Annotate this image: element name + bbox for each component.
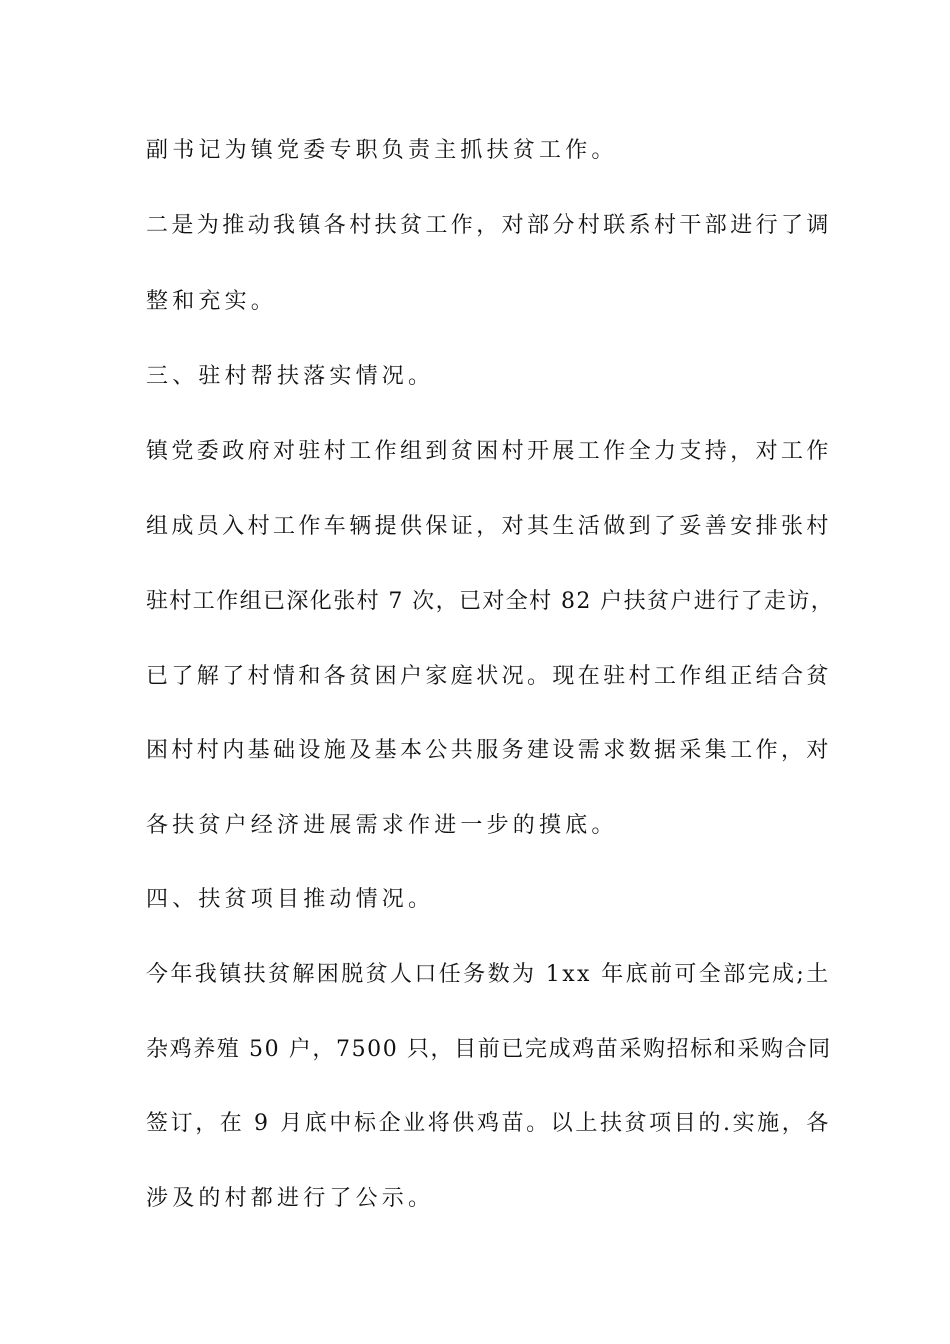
paragraph-line: 镇党委政府对驻村工作组到贫困村开展工作全力支持，对工作 bbox=[146, 439, 832, 464]
paragraph-line: 今年我镇扶贫解困脱贫人口任务数为 1xx 年底前可全部完成;土 bbox=[146, 962, 831, 987]
paragraph-line: 各扶贫户经济进展需求作进一步的摸底。 bbox=[146, 813, 618, 838]
paragraph-line: 二是为推动我镇各村扶贫工作，对部分村联系村干部进行了调 bbox=[146, 213, 832, 238]
paragraph-line: 副书记为镇党委专职负责主抓扶贫工作。 bbox=[146, 138, 618, 163]
paragraph-line: 组成员入村工作车辆提供保证，对其生活做到了妥善安排张村 bbox=[146, 514, 832, 539]
paragraph-line: 杂鸡养殖 50 户，7500 只，目前已完成鸡苗采购招标和采购合同 bbox=[146, 1037, 832, 1062]
paragraph-line: 困村村内基础设施及基本公共服务建设需求数据采集工作，对 bbox=[146, 738, 832, 763]
paragraph-line: 驻村工作组已深化张村 7 次，已对全村 82 户扶贫户进行了走访， bbox=[146, 589, 835, 614]
paragraph-line: 涉及的村都进行了公示。 bbox=[146, 1186, 435, 1211]
section-heading: 四、扶贫项目推动情况。 bbox=[146, 887, 435, 912]
section-heading: 三、驻村帮扶落实情况。 bbox=[146, 364, 435, 389]
paragraph-line: 签订，在 9 月底中标企业将供鸡苗。以上扶贫项目的.实施，各 bbox=[146, 1111, 831, 1136]
paragraph-line: 整和充实。 bbox=[146, 289, 278, 314]
paragraph-line: 已了解了村情和各贫困户家庭状况。现在驻村工作组正结合贫 bbox=[146, 664, 832, 689]
